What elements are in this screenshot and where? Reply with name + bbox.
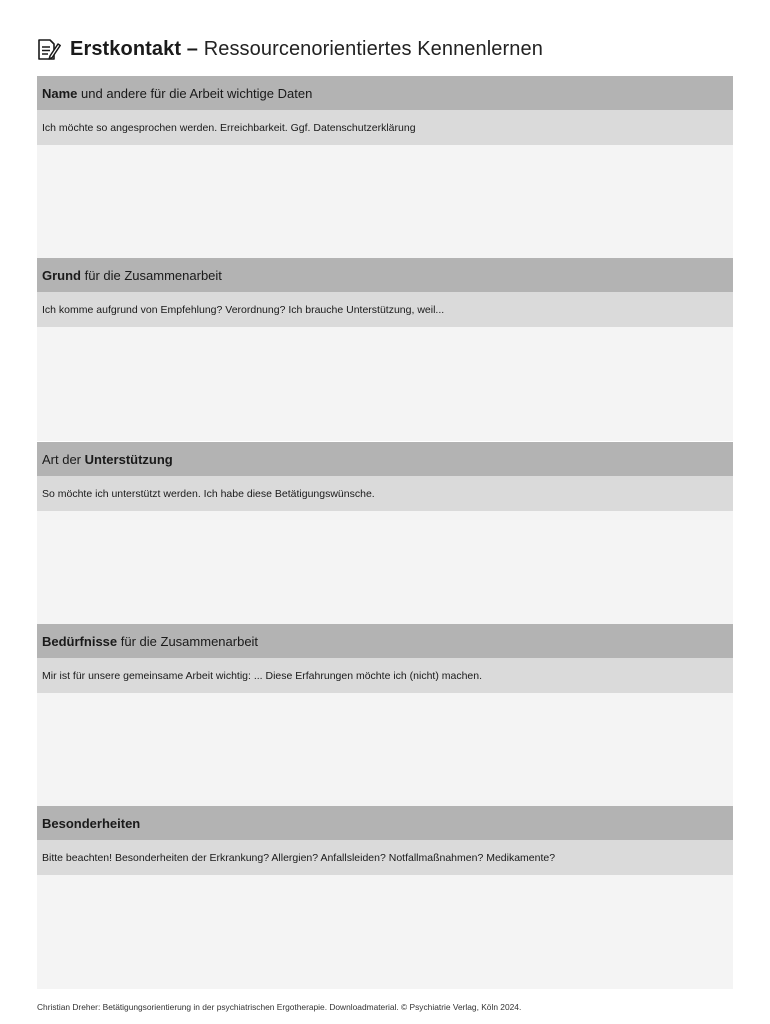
section-besonderheiten: [37, 806, 733, 989]
section-heading: [37, 624, 733, 658]
section-name: [37, 76, 733, 258]
section-unterstuetzung: [37, 442, 733, 625]
section-heading: [37, 76, 733, 110]
section-heading-bold: Bedürfnisse: [42, 633, 118, 649]
section-prompt: Mir ist für unsere gemeinsame Arbeit wichtig: ... Diese Erfahrungen möchte ich (nicht) machen.: [37, 658, 733, 693]
answer-area[interactable]: [37, 693, 733, 807]
section-prompt: So möchte ich unterstützt werden. Ich habe diese Betätigungswünsche.: [37, 476, 733, 511]
section-prompt: Ich möchte so angesprochen werden. Erreichbarkeit. Ggf. Datenschutzerklärung: [37, 110, 733, 145]
section-heading: [37, 258, 733, 292]
section-grund: [37, 258, 733, 441]
section-prompt: Ich komme aufgrund von Empfehlung? Verordnung? Ich brauche Unterstützung, weil...: [37, 292, 733, 327]
answer-area[interactable]: [37, 875, 733, 989]
section-heading: [37, 806, 733, 840]
edit-document-icon: [37, 36, 61, 62]
section-heading-pre: Art der: [42, 451, 82, 467]
title-rest: Ressourcenorientiertes Kennenlernen: [203, 37, 543, 60]
title-bold: Erstkontakt –: [70, 37, 199, 60]
section-heading-bold: Besonderheiten: [42, 815, 141, 831]
section-heading-bold: Name: [42, 85, 78, 101]
section-heading: [37, 442, 733, 476]
section-heading-rest: und andere für die Arbeit wichtige Daten: [81, 85, 313, 101]
footer-citation: Christian Dreher: Betätigungsorientierung in der psychiatrischen Ergotherapie. Downloadmaterial. © Psychiatrie Verlag, Köln 2024.: [37, 1002, 522, 1012]
answer-area[interactable]: [37, 511, 733, 625]
section-heading-bold: Unterstützung: [84, 451, 173, 467]
section-heading-rest: für die Zusammenarbeit: [84, 267, 222, 283]
page-title: [37, 34, 543, 64]
answer-area[interactable]: [37, 145, 733, 258]
section-beduerfnisse: [37, 624, 733, 807]
section-heading-bold: Grund: [42, 267, 81, 283]
section-heading-rest: für die Zusammenarbeit: [120, 633, 259, 649]
section-prompt: Bitte beachten! Besonderheiten der Erkrankung? Allergien? Anfallsleiden? Notfallmaßnahmen? Medikamente?: [37, 840, 733, 875]
answer-area[interactable]: [37, 327, 733, 441]
